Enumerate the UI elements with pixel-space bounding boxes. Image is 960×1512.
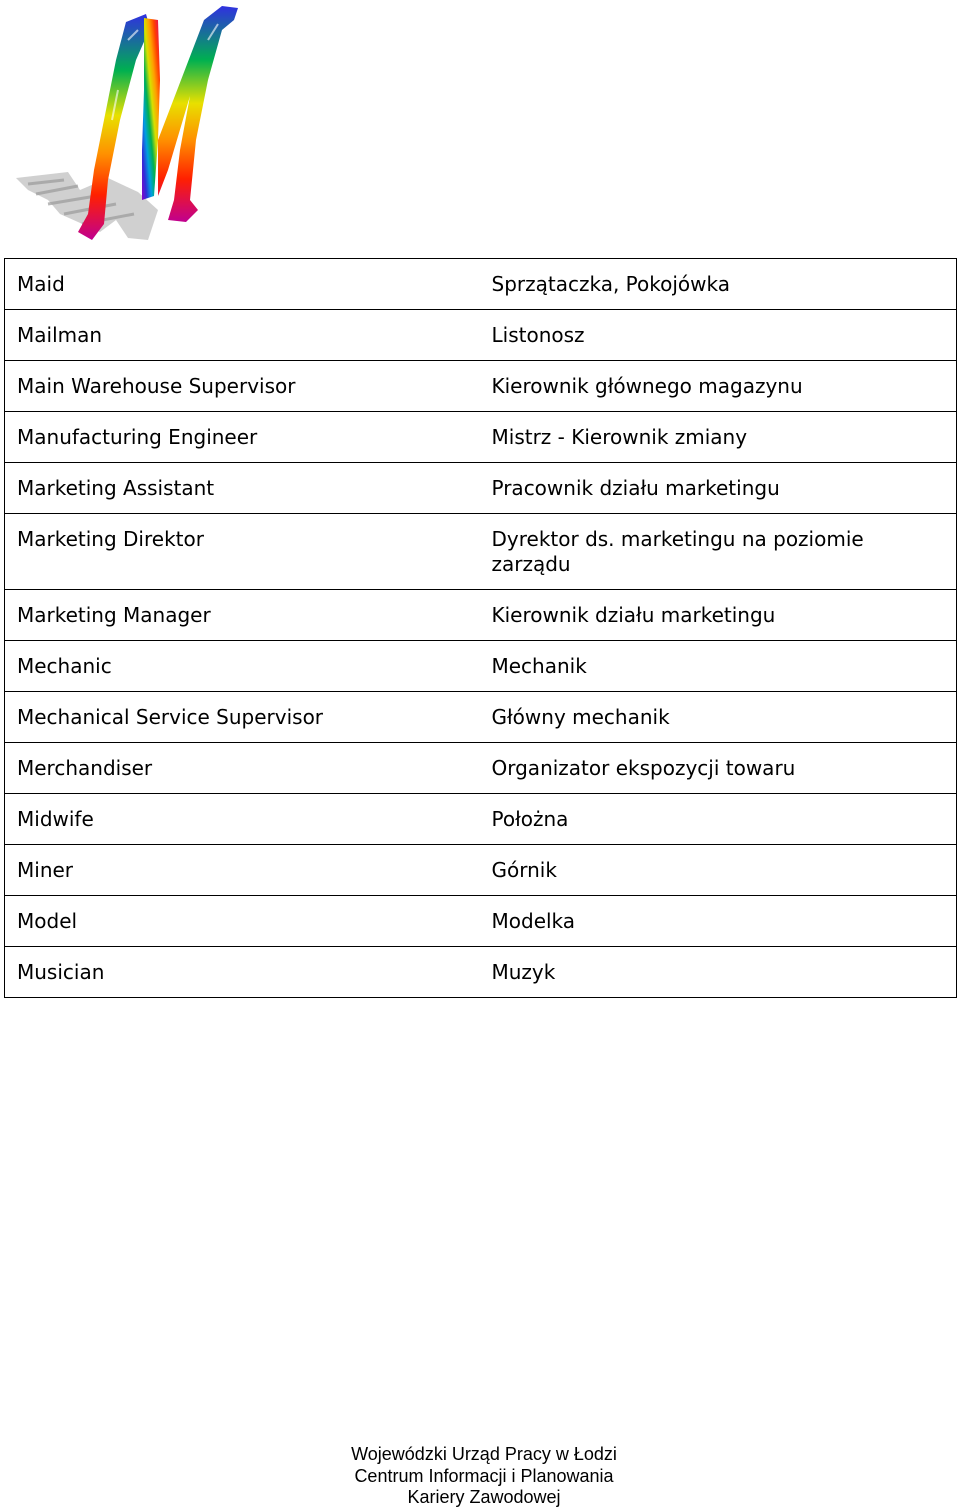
table-row [5,641,957,692]
table-row [5,590,957,641]
logo-m-diagonal [142,18,160,200]
logo-m-right-stroke [158,6,238,222]
polish-translation: Kierownik działu marketingu [481,590,957,641]
vocabulary-table-body [5,259,957,998]
footer-line-2: Centrum Informacji i Planowania [354,1465,614,1486]
english-term: Marketing Manager [5,590,481,641]
table-row [5,845,957,896]
table-row [5,896,957,947]
table-row [5,412,957,463]
polish-translation: Główny mechanik [481,692,957,743]
footer-line-3: Kariery Zawodowej [407,1487,561,1507]
english-term: Main Warehouse Supervisor [5,361,481,412]
polish-translation: Mechanik [481,641,957,692]
table-row [5,692,957,743]
polish-translation: Górnik [481,845,957,896]
vocabulary-table [4,258,957,998]
table-row [5,794,957,845]
polish-translation: Organizator ekspozycji towaru [481,743,957,794]
table-row [5,259,957,310]
english-term: Marketing Assistant [5,463,481,514]
polish-translation: Pracownik działu marketingu [481,463,957,514]
english-term: Maid [5,259,481,310]
table-row [5,463,957,514]
polish-translation: Mistrz - Kierownik zmiany [481,412,957,463]
english-term: Mechanic [5,641,481,692]
english-term: Manufacturing Engineer [5,412,481,463]
table-row [5,743,957,794]
english-term: Miner [5,845,481,896]
english-term: Merchandiser [5,743,481,794]
polish-translation: Modelka [481,896,957,947]
polish-translation: Kierownik głównego magazynu [481,361,957,412]
english-term: Marketing Direktor [5,514,481,590]
english-term: Mailman [5,310,481,361]
polish-translation: Położna [481,794,957,845]
polish-translation: Muzyk [481,947,957,998]
footer [0,1444,960,1509]
footer-line-1: Wojewódzki Urząd Pracy w Łodzi [351,1444,617,1464]
english-term: Mechanical Service Supervisor [5,692,481,743]
table-row [5,947,957,998]
polish-translation: Listonosz [481,310,957,361]
logo-rainbow-m [8,0,248,250]
english-term: Musician [5,947,481,998]
english-term: Model [5,896,481,947]
english-term: Midwife [5,794,481,845]
polish-translation: Dyrektor ds. marketingu na poziomie zarządu [481,514,957,590]
table-row [5,514,957,590]
table-row [5,361,957,412]
table-row [5,310,957,361]
polish-translation: Sprzątaczka, Pokojówka [481,259,957,310]
